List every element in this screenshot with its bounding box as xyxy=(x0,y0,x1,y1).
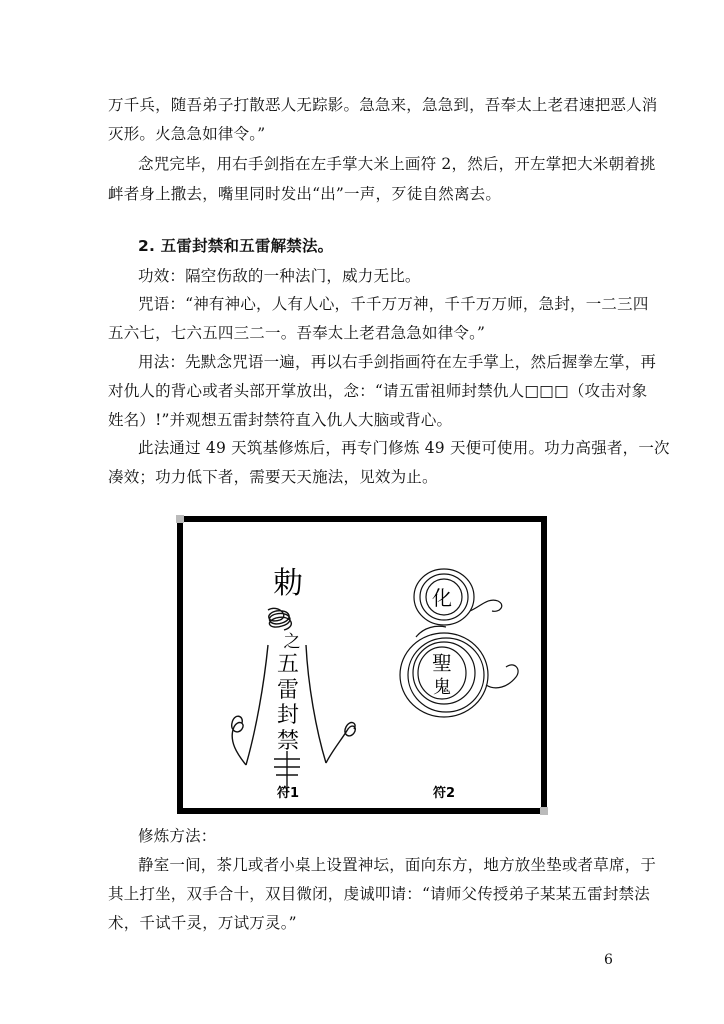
body-line: 功效：隔空伤敌的一种法门，威力无比。 xyxy=(138,267,421,285)
talisman-2-lower-tail xyxy=(486,665,518,688)
talisman-1-glyph: 之 xyxy=(283,632,301,652)
talisman-1-coils xyxy=(268,608,291,630)
body-line: 其上打坐，双手合十，双目微闭，虔诚叩请：“请师父传授弟子某某五雷封禁法 xyxy=(108,885,650,903)
frame-corner xyxy=(540,807,548,815)
talisman-1-glyph: 禁 xyxy=(276,729,300,754)
body-line: 修炼方法： xyxy=(138,827,217,845)
talisman-1-glyph: 封 xyxy=(276,703,300,728)
figure-caption-1: 符1 xyxy=(276,786,300,801)
body-line: 术，千试千灵，万试万灵。” xyxy=(108,914,297,932)
body-line: 咒语：“神有神心，人有人心，千千万万神，千千万万师，急封，一二三四 xyxy=(138,295,649,313)
talisman-2-link xyxy=(416,626,446,637)
talisman-1-right-tail xyxy=(326,723,355,763)
talisman-1-right-edge xyxy=(306,645,326,763)
body-line: 静室一间，茶几或者小桌上设置神坛，面向东方，地方放坐垫或者草席，于 xyxy=(138,856,657,874)
body-line: 念咒完毕，用右手剑指在左手掌大米上画符 2，然后，开左掌把大米朝着挑 xyxy=(138,155,656,173)
talisman-figure xyxy=(176,515,548,815)
body-line: 万千兵，随吾弟子打散恶人无踪影。急急来，急急到，吾奉太上老君速把恶人消 xyxy=(108,96,658,114)
talisman-2-glyph: 鬼 xyxy=(433,677,451,698)
body-line: 五六七，七六五四三二一。吾奉太上老君急急如律令。” xyxy=(108,324,486,342)
body-line: 对仇人的背心或者头部开掌放出，念：“请五雷祖师封禁仇人□□□（攻击对象 xyxy=(108,382,648,400)
talisman-1-left-tail xyxy=(232,716,246,765)
talisman-2-upper-tail xyxy=(470,600,502,611)
page-number: 6 xyxy=(604,952,613,968)
talisman-2 xyxy=(400,569,518,717)
body-line: 用法：先默念咒语一遍，再以右手剑指画符在左手掌上，然后握拳左掌，再 xyxy=(138,353,657,371)
body-line: 灭形。火急急如律令。” xyxy=(108,125,266,143)
talisman-1-glyph: 五 xyxy=(276,652,300,677)
talisman-2-lower-circle xyxy=(408,638,484,712)
figure-frame xyxy=(180,519,544,811)
talisman-1-glyph: 雷 xyxy=(276,678,300,703)
body-line: 此法通过 49 天筑基修炼后，再专门修炼 49 天便可使用。功力高强者，一次 xyxy=(138,439,670,457)
body-line: 姓名）!”并观想五雷封禁符直入仇人大脑或背心。 xyxy=(108,411,453,429)
talisman-figure-svg xyxy=(176,515,548,815)
figure-caption-2: 符2 xyxy=(432,786,456,801)
section-heading: 2. 五雷封禁和五雷解禁法。 xyxy=(138,237,334,255)
talisman-1-glyph: 勅 xyxy=(273,566,303,601)
body-line: 凑效；功力低下者，需要天天施法，见效为止。 xyxy=(108,468,438,486)
talisman-1-left-edge xyxy=(246,645,268,765)
body-line: 衅者身上撒去，嘴里同时发出“出”一声，歹徒自然离去。 xyxy=(108,185,502,203)
talisman-2-glyph: 聖 xyxy=(432,651,452,675)
talisman-2-glyph: 化 xyxy=(432,586,452,610)
frame-corner xyxy=(176,515,184,523)
